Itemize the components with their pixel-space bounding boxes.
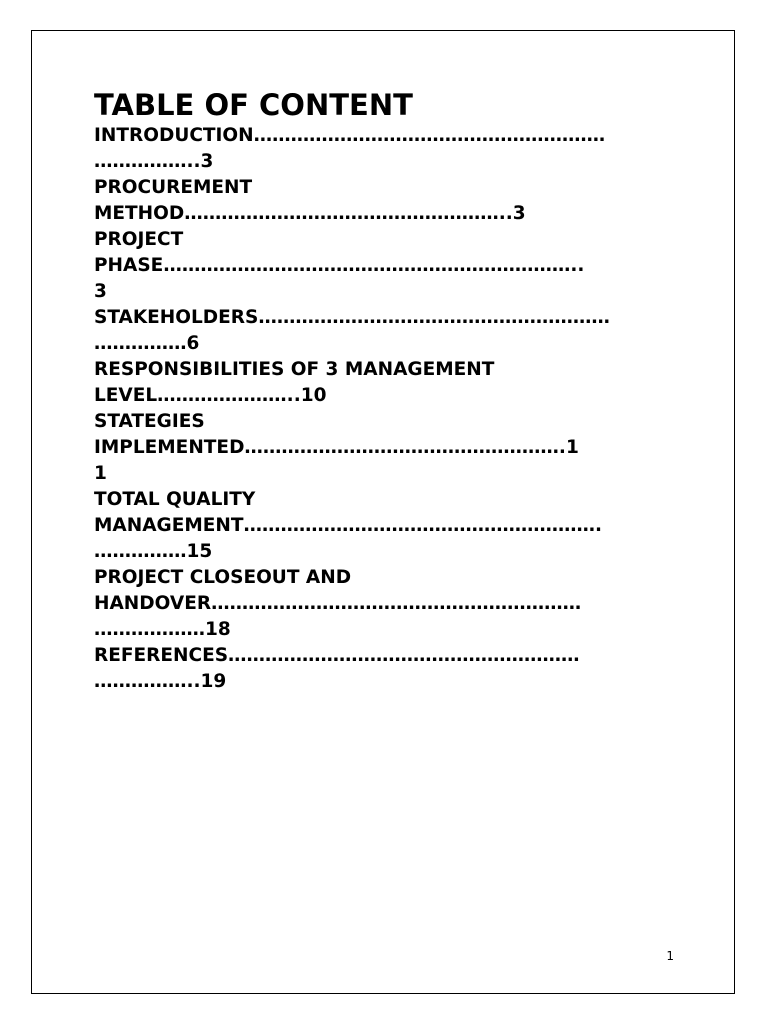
toc-section <box>94 87 694 695</box>
toc-line-stakeholders: STAKEHOLDERS………………………………………………… <box>94 307 610 328</box>
toc-line-project: PROJECT <box>94 229 184 250</box>
toc-line-handover-page: ………………18 <box>94 619 231 640</box>
toc-line-strategies-implemented: IMPLEMENTED…………………………………………….1 <box>94 437 579 458</box>
toc-line-management: MANAGEMENT…………………………………………………. <box>94 515 603 536</box>
toc-list <box>94 123 694 695</box>
toc-line-procurement: PROCUREMENT <box>94 177 253 198</box>
toc-line-strategies-page: 1 <box>94 463 107 484</box>
toc-line-responsibilities: RESPONSIBILITIES OF 3 MANAGEMENT <box>94 359 495 380</box>
toc-line-handover: HANDOVER…………………………………………………… <box>94 593 582 614</box>
toc-line-procurement-method: METHOD……………………………………………..3 <box>94 203 526 224</box>
toc-line-management-page: ……………15 <box>94 541 213 562</box>
toc-line-introduction: INTRODUCTION………………………………………………… <box>94 125 606 146</box>
toc-line-stakeholders-page: ……………6 <box>94 333 200 354</box>
toc-title: TABLE OF CONTENT <box>94 88 413 122</box>
toc-line-references-page: ……………..19 <box>94 671 227 692</box>
toc-line-responsibilities-level: LEVEL…………………..10 <box>94 385 327 406</box>
toc-line-project-phase-page: 3 <box>94 281 107 302</box>
page-number: 1 <box>666 949 674 963</box>
toc-line-closeout: PROJECT CLOSEOUT AND <box>94 567 352 588</box>
toc-line-references: REFERENCES………………………………………………… <box>94 645 580 666</box>
toc-line-strategies: STATEGIES <box>94 411 205 432</box>
toc-line-total-quality: TOTAL QUALITY <box>94 489 256 510</box>
document-page <box>31 30 735 994</box>
toc-line-project-phase: PHASE………………………………………………………….. <box>94 255 585 276</box>
toc-line-introduction-page: ……………..3 <box>94 151 214 172</box>
